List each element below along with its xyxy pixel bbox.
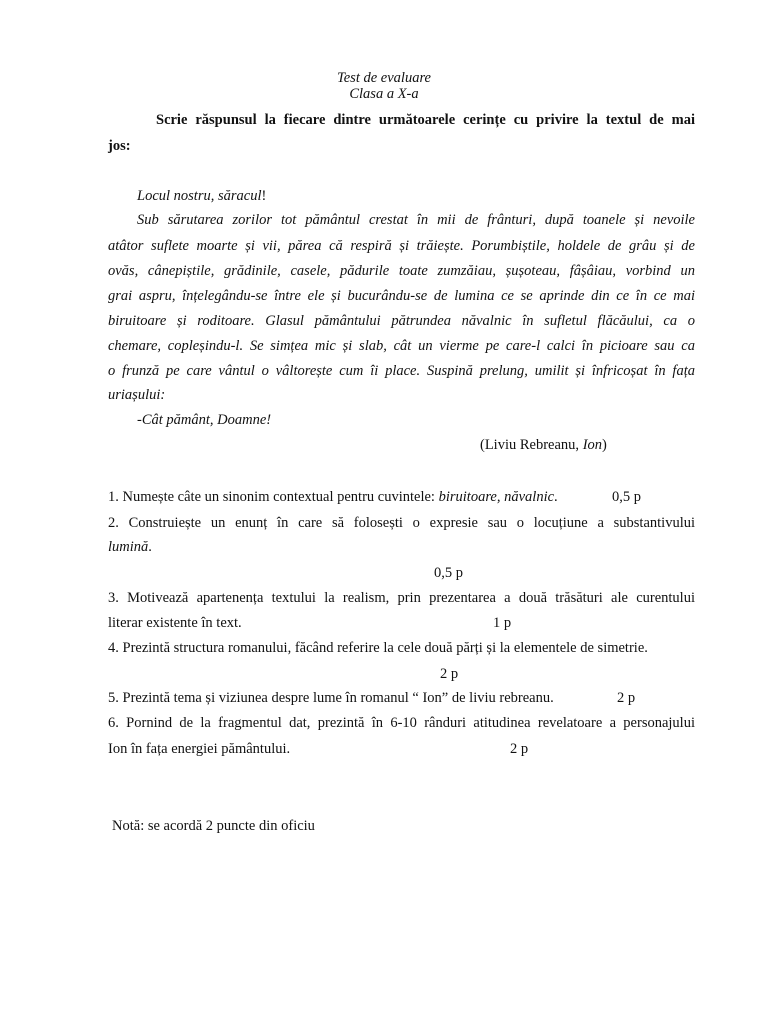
excerpt-line: Sub sărutarea zorilor tot pământul crestat în mii de frânturi, după toanele și nevoile	[137, 212, 695, 228]
note-text: : se acordă 2 puncte din oficiu	[140, 818, 315, 834]
citation-close: )	[602, 437, 607, 453]
question-4: 4. Prezintă structura romanului, făcând referire la cele două părți și la elementele de simetrie.	[108, 640, 648, 656]
question-2-line-2	[108, 538, 695, 556]
question-1-points: 0,5 p	[612, 489, 641, 505]
excerpt-line: biruitoare și roditoare. Glasul pământului pătrundea năvalnic în sufletul flăcăului, ca o	[108, 313, 695, 329]
instruction-line-2: jos:	[108, 138, 131, 154]
test-title: Test de evaluare	[337, 70, 431, 86]
question-3-line-2: literar existente în text.	[108, 615, 242, 631]
excerpt-line: ovăs, cânepiștile, grădinile, casele, pădurile toate zumzăiau, șușoteau, fâșâiau, vorbind un	[108, 263, 695, 279]
excerpt-opening-mark: !	[261, 188, 267, 204]
excerpt-line: uriașului:	[108, 387, 166, 403]
question-5-points: 2 p	[617, 690, 636, 706]
citation-work: Ion	[582, 437, 603, 453]
question-2-line-1: 2. Construiește un enunț în care să folosești o expresie sau o locuțiune a substantivului	[108, 515, 695, 531]
question-6-points: 2 p	[510, 741, 529, 757]
question-1-end: .	[554, 489, 558, 505]
question-2-word: lumină	[108, 539, 149, 555]
excerpt-line: o frunză pe care vântul o vâltorește cum îi place. Suspină prelung, umilit și înfricoșat în fața	[108, 363, 695, 379]
question-4-points: 2 p	[440, 666, 459, 682]
excerpt-line: atâtor suflete moarte și vii, părea că respiră și trăiește. Porumbiștile, holdele de grâu și de	[108, 238, 695, 254]
question-3-points: 1 p	[493, 615, 512, 631]
question-3-line-1: 3. Motivează apartenența textului la realism, prin prezentarea a două trăsături ale curentului	[108, 590, 695, 606]
citation-author: (Liviu Rebreanu,	[480, 437, 583, 453]
citation	[480, 436, 680, 454]
excerpt-line: chemare, copleșindu-l. Se simțea mic și slab, cât un vierme pe care-l calci în picioare sau ca	[108, 338, 695, 354]
question-2-end: .	[148, 539, 152, 555]
question-5: 5. Prezintă tema și viziunea despre lume în romanul “ Ion” de liviu rebreanu.	[108, 690, 554, 706]
excerpt-line: grai aspru, înțelegându-se între ele și bucurându-se de lumina ce se aprinde din ce în ce mai	[108, 288, 695, 304]
class-label: Clasa a X-a	[349, 86, 419, 102]
question-1	[108, 488, 695, 506]
question-2-points: 0,5 p	[434, 565, 463, 581]
instruction-line-1: Scrie răspunsul la fiecare dintre următoarele cerințe cu privire la textul de mai	[156, 112, 695, 128]
question-6-line-2: Ion în fața energiei pământului.	[108, 741, 291, 757]
question-1-text: 1. Numește câte un sinonim contextual pentru cuvintele:	[108, 489, 439, 505]
question-6-line-1: 6. Pornind de la fragmentul dat, prezintă în 6-10 rânduri atitudinea revelatoare a personajului	[108, 715, 695, 731]
question-1-words: biruitoare, năvalnic	[438, 489, 555, 505]
note-label: Notă	[112, 818, 141, 834]
excerpt-opening	[137, 187, 724, 205]
excerpt-opening-text: Locul nostru, săracul	[137, 188, 262, 204]
note	[112, 817, 699, 835]
excerpt-quote: -Cât pământ, Doamne!	[137, 412, 272, 428]
